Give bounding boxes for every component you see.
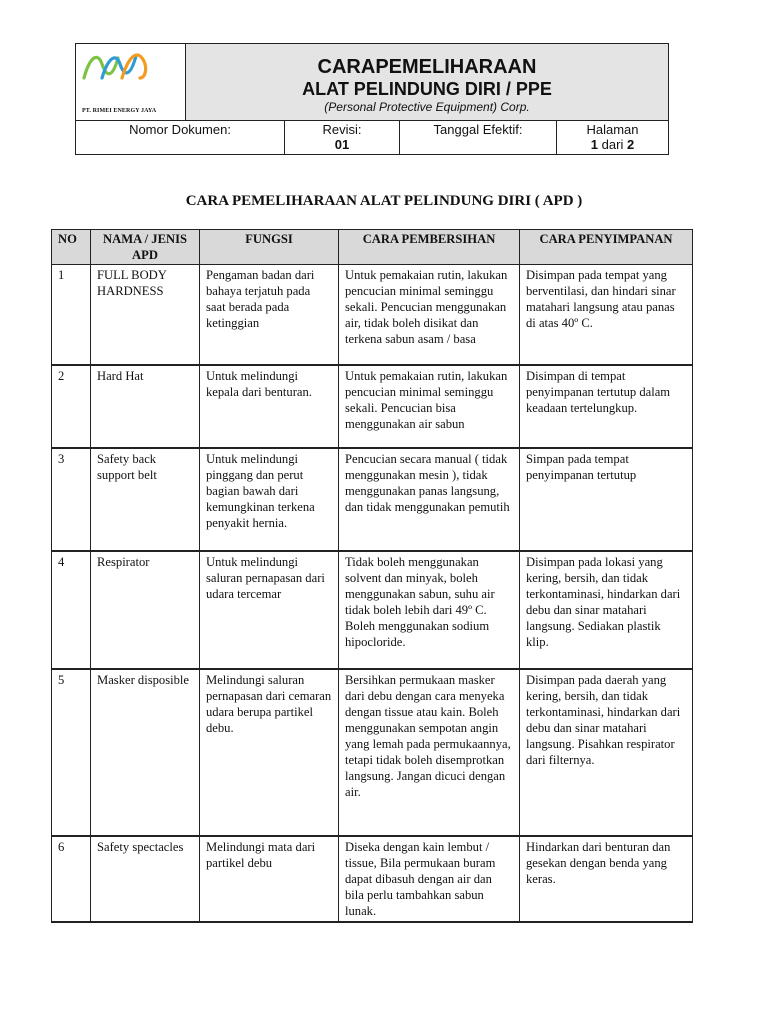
revision-value: 01 — [334, 137, 350, 152]
page-of: dari — [601, 137, 624, 152]
apd-maintenance-table — [51, 229, 693, 923]
cell-nama: Masker disposible — [91, 669, 200, 836]
doc-number-cell — [76, 121, 285, 154]
effective-date-label: Tanggal Efektif: — [433, 122, 523, 137]
cell-no: 3 — [52, 448, 91, 551]
cell-no: 1 — [52, 265, 91, 365]
document-subtitle: ALAT PELINDUNG DIRI / PPE — [302, 79, 552, 99]
logo-waves-icon — [82, 48, 158, 84]
cell-nama: Safety spectacles — [91, 836, 200, 922]
cell-no: 4 — [52, 551, 91, 669]
cell-fungsi: Melindungi saluran pernapasan dari cemaran udara berupa partikel debu. — [200, 669, 339, 836]
cell-fungsi: Untuk melindungi saluran pernapasan dari udara tercemar — [200, 551, 339, 669]
cell-penyimpanan: Disimpan di tempat penyimpanan tertutup dalam keadaan tertelungkup. — [520, 365, 693, 448]
document-header — [75, 43, 669, 155]
col-header-nama: NAMA / JENIS APD — [91, 230, 200, 265]
header-top-row — [76, 44, 668, 121]
cell-penyimpanan: Simpan pada tempat penyimpanan tertutup — [520, 448, 693, 551]
cell-pembersihan: Pencucian secara manual ( tidak menggunakan mesin ), tidak menggunakan panas langsung, dan tidak menggunakan pemutih — [339, 448, 520, 551]
document-title: CARAPEMELIHARAAN — [317, 56, 537, 78]
document-title-box — [186, 44, 668, 120]
revision-label: Revisi: — [322, 122, 362, 137]
cell-pembersihan: Diseka dengan kain lembut / tissue, Bila permukaan buram dapat dibasuh dengan air dan bila perlu tambahkan sabun lunak. — [339, 836, 520, 922]
cell-pembersihan: Bersihkan permukaan masker dari debu dengan cara menyeka dengan tissue atau kain. Boleh menggunakan sempotan angin yang lemah pada permukaannya, tetapi tidak boleh disemprotkan langsung. Jangan dicuci dengan air. — [339, 669, 520, 836]
cell-nama: Hard Hat — [91, 365, 200, 448]
company-name: PT. RIMEI ENERGY JAYA — [82, 108, 157, 114]
cell-no: 6 — [52, 836, 91, 922]
document-subtitle-english: (Personal Protective Equipment) Corp. — [324, 100, 530, 114]
cell-nama: FULL BODY HARDNESS — [91, 265, 200, 365]
table-row — [52, 365, 693, 448]
col-header-pembersihan: CARA PEMBERSIHAN — [339, 230, 520, 265]
cell-fungsi: Untuk melindungi kepala dari benturan. — [200, 365, 339, 448]
doc-number-label: Nomor Dokumen: — [129, 122, 231, 137]
cell-fungsi: Untuk melindungi pinggang dan perut bagian bawah dari kemungkinan terkena penyakit hernia. — [200, 448, 339, 551]
table-row — [52, 836, 693, 922]
col-header-fungsi: FUNGSI — [200, 230, 339, 265]
col-header-no: NO — [52, 230, 91, 265]
cell-pembersihan: Tidak boleh menggunakan solvent dan minyak, boleh menggunakan sabun, suhu air tidak boleh lebih dari 49º C. Boleh menggunakan sodium hipocloride. — [339, 551, 520, 669]
table-row — [52, 669, 693, 836]
page-label: Halaman — [586, 122, 639, 137]
cell-pembersihan: Untuk pemakaian rutin, lakukan pencucian minimal seminggu sekali. Pencucian bisa menggunakan air sabun — [339, 365, 520, 448]
cell-no: 5 — [52, 669, 91, 836]
col-header-penyimpanan: CARA PENYIMPANAN — [520, 230, 693, 265]
page-count — [557, 137, 668, 152]
cell-pembersihan: Untuk pemakaian rutin, lakukan pencucian minimal seminggu sekali. Pencucian menggunakan air, tidak boleh disikat dan terkena sabun asam / basa — [339, 265, 520, 365]
cell-fungsi: Melindungi mata dari partikel debu — [200, 836, 339, 922]
cell-penyimpanan: Disimpan pada daerah yang kering, bersih, dan tidak terkontaminasi, hindarkan dari debu dan sinar matahari langsung. Pisahkan respirator dari filternya. — [520, 669, 693, 836]
table-header-row — [52, 230, 693, 265]
effective-date-cell — [400, 121, 557, 154]
cell-nama: Safety back support belt — [91, 448, 200, 551]
table-row — [52, 448, 693, 551]
page-cell — [557, 121, 668, 154]
revision-cell — [285, 121, 400, 154]
cell-fungsi: Pengaman badan dari bahaya terjatuh pada saat berada pada ketinggian — [200, 265, 339, 365]
page-current: 1 — [590, 137, 599, 152]
cell-penyimpanan: Hindarkan dari benturan dan gesekan dengan benda yang keras. — [520, 836, 693, 922]
cell-penyimpanan: Disimpan pada lokasi yang kering, bersih, dan tidak terkontaminasi, hindarkan dari debu dan sinar matahari langsung. Sediakan plastik klip. — [520, 551, 693, 669]
header-meta-row — [76, 121, 668, 154]
page-total: 2 — [626, 137, 635, 152]
cell-nama: Respirator — [91, 551, 200, 669]
main-title: CARA PEMELIHARAAN ALAT PELINDUNG DIRI ( APD ) — [185, 193, 583, 209]
cell-penyimpanan: Disimpan pada tempat yang berventilasi, dan hindari sinar matahari langsung atau panas di atas 40º C. — [520, 265, 693, 365]
company-logo — [76, 44, 186, 120]
table-row — [52, 265, 693, 365]
table-row — [52, 551, 693, 669]
cell-no: 2 — [52, 365, 91, 448]
